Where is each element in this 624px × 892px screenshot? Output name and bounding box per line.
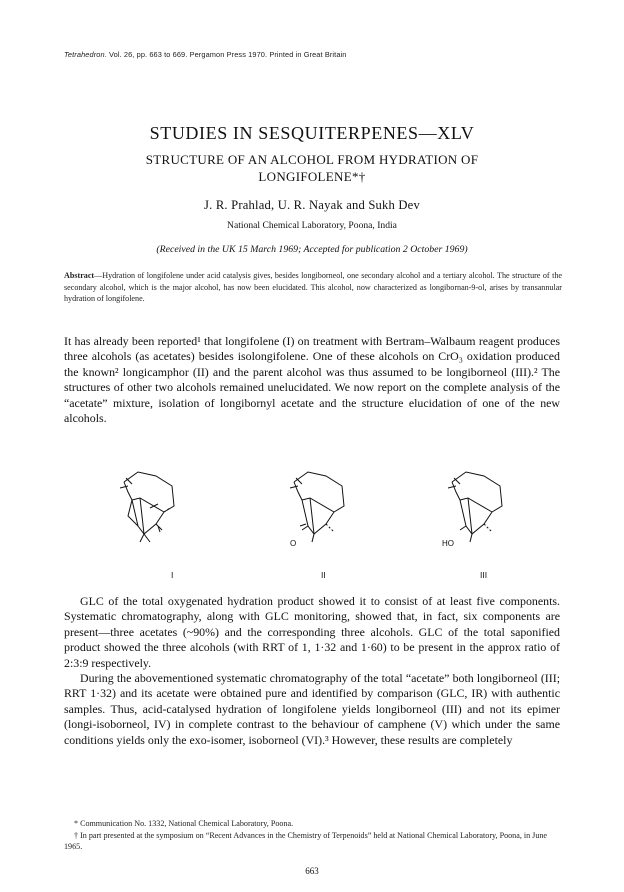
intro-paragraph: It has already been reported¹ that longifolene (I) on treatment with Bertram–Walbaum reagent produces three alcohols (as acetates) besides isolongifolene. One of these alcohols on CrO₃ oxidation produced the known² longicamphor (II) and the parent alcohol was thus assumed to be longiborneol (III).² The structures of other two alcohols remained unelucidated. We now report on the complete analysis of the “acetate” mixture, isolation of longibornyl acetate and the structure elucidation of one of the new alcohols. xyxy=(64,334,560,426)
body-text xyxy=(64,594,560,748)
received-dates: (Received in the UK 15 March 1969; Accepted for publication 2 October 1969) xyxy=(156,244,468,255)
journal-name: Tetrahedron. xyxy=(64,50,107,59)
abstract-text: —Hydration of longifolene under acid catalysis gives, besides longiborneol, one secondary alcohol and a tertiary alcohol. The structure of the secondary alcohol, which is the major alcohol, has now been elucidated. This alcohol, now characterized as longibornan-9-ol, arises by transannular hydration of longifolene. xyxy=(64,271,562,304)
journal-citation: Vol. 26, pp. 663 to 669. Pergamon Press 1970. Printed in Great Britain xyxy=(106,50,347,59)
hydroxyl-ho-label: HO xyxy=(442,539,454,548)
compound-label-ii: II xyxy=(321,570,326,580)
article-title: STUDIES IN SESQUITERPENES—XLV xyxy=(149,123,475,143)
abstract xyxy=(64,270,562,305)
article-subtitle: STRUCTURE OF AN ALCOHOL FROM HYDRATION OF LONGIFOLENE*† xyxy=(145,152,479,184)
author-list: J. R. Prahlad, U. R. Nayak and Sukh Dev xyxy=(204,198,420,212)
compound-label-iii: III xyxy=(480,570,488,580)
structure-longiborneol xyxy=(448,472,502,542)
structure-longicamphor xyxy=(290,472,344,542)
affiliation: National Chemical Laboratory, Poona, India xyxy=(227,220,397,231)
compound-label-i: I xyxy=(171,570,174,580)
page-number: 663 xyxy=(305,866,319,876)
footnote-communication: * Communication No. 1332, National Chemical Laboratory, Poona. xyxy=(74,819,294,828)
paragraph-chromatography: During the abovementioned systematic chromatography of the total “acetate” both longiborneol (III; RRT 1·32) and its acetate were obtained pure and identified by comparison (GLC, IR) with authentic samples. Thus, acid-catalysed hydration of longifolene yields longiborneol (III) and not its epimer (longi-isoborneol, IV) in complete contrast to the behaviour of camphene (V) which under the same conditions yields only the exo-isomer, isoborneol (VI).³ However, these results are completely xyxy=(64,671,560,747)
carbonyl-o-label: O xyxy=(290,539,297,548)
footnotes xyxy=(64,818,560,853)
abstract-label: Abstract xyxy=(64,271,95,280)
structure-longifolene xyxy=(120,472,174,542)
paragraph-glc: GLC of the total oxygenated hydration product showed it to consist of at least five components. Systematic chromatography, along with GLC monitoring, showed that, in fact, six components are present—three acetates (~90%) and the corresponding three alcohols. GLC of the total saponified product showed the three alcohols (with RRT of 1, 1·32 and 1·60) to be present in the approx ratio of 2:3:9 respectively. xyxy=(64,594,560,670)
running-head xyxy=(64,50,346,59)
chemical-structures xyxy=(64,468,560,586)
footnote-symposium: † In part presented at the symposium on “Recent Advances in the Chemistry of Terpenoids” held at National Chemical Laboratory, Poona, in June 1965. xyxy=(64,831,548,851)
